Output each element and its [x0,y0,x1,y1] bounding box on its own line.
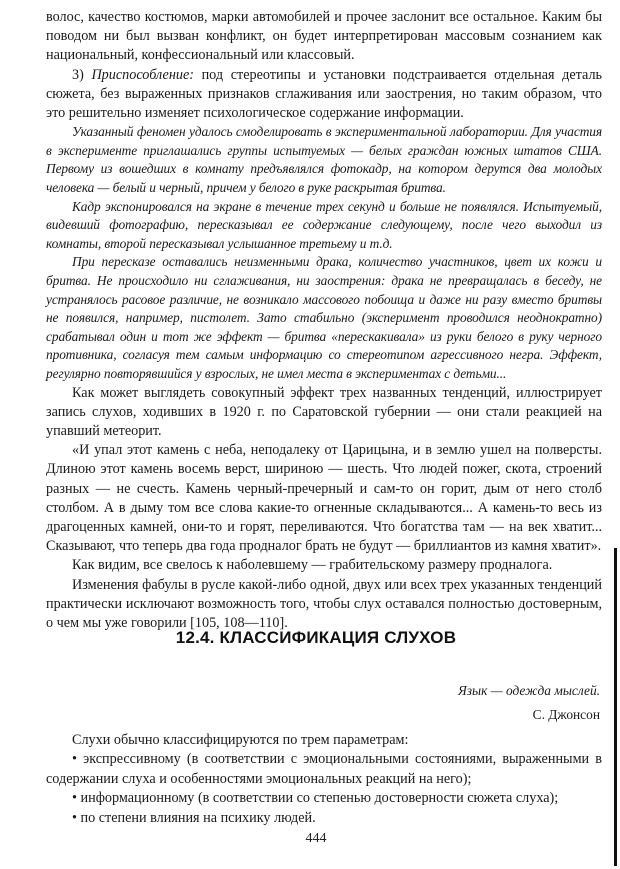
page-number: 444 [305,831,327,846]
paragraph-2: 3) Приспособление: под стереотипы и установки подстраивается отдельная деталь сюжета, без выраженных признаков сглаживания или заострения, но таким образом, что это решительно изменяет психологическое содержание информации. [46,66,602,122]
paragraph-5: При пересказе оставались неизменными драка, количество участников, цвет их кожи и бритва. Не происходило ни сглаживания, ни заострения: драка не превращалась в беседу, не устранялось расовое различие, не возникало массового побоища и даже ни разу вместо бритвы не появился, например, пистолет. Зато стабильно (эксперимент проводился неоднократно) срабатывал один и тот же эффект — бритва «перескакивала» из руки белого в руку черного противника, согласуя тем самым информацию со стереотипом агрессивного негра. Эффект, регулярно повторявшийся у взрослых, не имел места в экспериментах с детьми... [46,254,602,381]
paragraph-1: волос, качество костюмов, марки автомобилей и прочее заслонит все остальное. Каким бы поводом ни был вызван конфликт, он будет интерпретирован массовым сознанием как национальный, конфессиональный или классовый. [46,9,602,64]
epigraph-author: С. Джонсон [532,707,600,722]
paragraph-9: Изменения фабулы в русле какой-либо одной, двух или всех трех указанных тенденций практически исключают возможность того, чтобы слух оставался полностью достоверным, о чем мы уже говорили [105, 108—110]. [46,576,602,631]
paragraph-6: Как может выглядеть совокупный эффект трех названных тенденций, иллюстрирует запись слухов, ходивших в 1920 г. по Саратовской губернии — они стали реакцией на упавший метеорит. [46,384,602,439]
list-item: • по степени влияния на психику людей. [72,809,316,826]
page [46,8,606,846]
quote-paragraph: «И упал этот камень с неба, неподалеку от Царицына, и в землю ушел на полверсты. Длиною этот камень восемь верст, шириною — шесть. Что людей пожег, скота, строений разных — не счесть. Камень черный-пречерный и сам-то он горит, дым от него столб столбом. А в дыму том все слова какие-то огненные складываются... А камень-то весь из драгоценных камней, они-то и горят, переливаются. Что богатства там — на век хватит... Сказывают, что теперь два года продналог брать не будут — бриллиантов из камня хватит». [46,442,602,555]
term-emphasis: Приспособление: [91,66,194,83]
list-intro: Слухи обычно классифицируются по трем параметрам: [72,732,409,748]
page-edge [614,548,617,866]
section-title: 12.4. КЛАССИФИКАЦИЯ СЛУХОВ [175,628,457,647]
list-item: • экспрессивному (в соответствии с эмоциональными состояниями, выраженными в содержании слуха и особенностями эмоциональных реакций на него); [46,751,602,787]
classification-list [46,731,602,828]
paragraph-4: Кадр экспонировался на экране в течение трех секунд и больше не появлялся. Испытуемый, видевший фотографию, пересказывал ее содержание следующему, после чего выходил из комнаты, второй пересказывал услышанное третьему и т.д. [46,198,602,251]
paragraph-3: Указанный феномен удалось смоделировать в экспериментальной лаборатории. Для участия в эксперименте приглашались группы испытуемых — белых граждан южных штатов США. Первому из вошедших в комнату предъявлялся фотокадр, на котором дерутся два молодых человека — белый и черный, причем у белого в руке раскрытая бритва. [46,124,602,195]
main-text [46,8,602,633]
epigraph-quote: Язык — одежда мыслей. [457,683,600,698]
paragraph-8: Как видим, все свелось к наболевшему — грабительскому размеру продналога. [72,557,553,574]
list-item: • информационному (в соответствии со степенью достоверности сюжета слуха); [72,790,559,807]
